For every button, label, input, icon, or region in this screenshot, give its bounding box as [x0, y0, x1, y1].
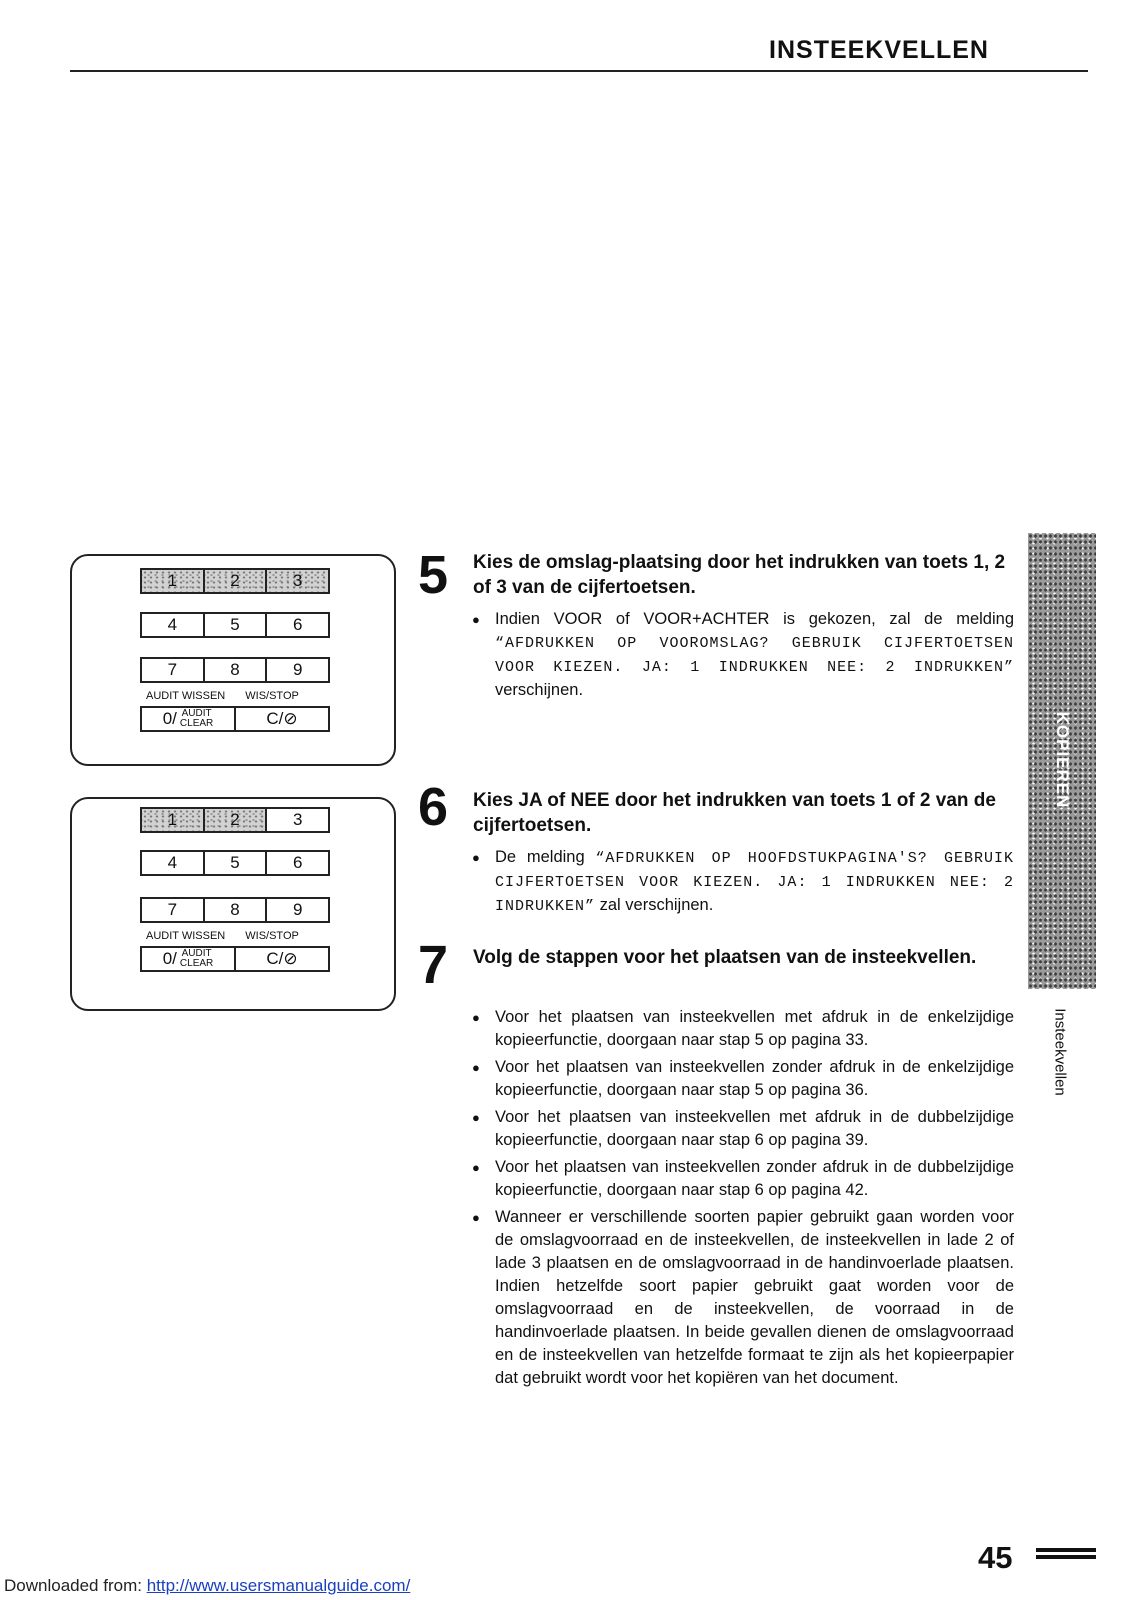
keypad-function-labels [146, 930, 346, 942]
key-1: 1 [142, 570, 205, 592]
keypad-bottom-row [140, 946, 330, 972]
audit-wissen-label: AUDIT WISSEN [146, 690, 226, 702]
keypad-illustration-1 [70, 554, 396, 766]
key-4: 4 [142, 852, 205, 874]
key-5: 5 [205, 614, 268, 636]
keypad-illustration-2 [70, 797, 396, 1011]
key-6: 6 [292, 615, 303, 634]
step-7-bullet: ● Voor het plaatsen van insteekvellen zonder afdruk in de enkelzijdige kopieerfunctie, doorgaan naar stap 5 op pagina 36. [472, 1056, 1014, 1102]
zero-key-label: 0/ [162, 949, 177, 968]
zero-audit-clear-key [142, 948, 236, 970]
page-number-bars [1036, 1548, 1096, 1562]
step-7-bullet: ● Voor het plaatsen van insteekvellen met afdruk in de dubbelzijdige kopieerfunctie, doorgaan naar stap 6 op pagina 39. [472, 1106, 1014, 1152]
display-message: “AFDRUKKEN OP VOOROMSLAG? GEBRUIK CIJFERTOETSEN VOOR KIEZEN. JA: 1 INDRUKKEN NEE: 2 INDRUKKEN” [495, 635, 1014, 676]
key-9: 9 [292, 900, 303, 919]
bullet-text: verschijnen. [495, 681, 584, 699]
step-7-heading: Volg de stappen voor het plaatsen van de insteekvellen. [473, 947, 977, 968]
zero-audit-clear-key [142, 708, 236, 730]
zero-key-label: 0/ [162, 709, 177, 728]
keypad-function-labels [146, 690, 346, 702]
clear-stop-key: C/⊘ [266, 949, 298, 968]
key-2: 2 [205, 809, 268, 831]
footer-prefix: Downloaded from: [4, 1576, 147, 1595]
step-7-bullet: ● Voor het plaatsen van insteekvellen zonder afdruk in de dubbelzijdige kopieerfunctie, doorgaan naar stap 6 op pagina 42. [472, 1156, 1014, 1202]
step-5-bullet [472, 608, 1014, 702]
header-rule [70, 70, 1088, 72]
clear-stop-key: C/⊘ [266, 709, 298, 728]
key-7: 7 [142, 659, 205, 681]
keypad-row [140, 612, 330, 638]
bullet-text: zal verschijnen. [595, 896, 714, 914]
clear-label: CLEAR [179, 718, 214, 729]
step-5-number: 5 [418, 545, 449, 605]
chapter-tab-label: KOPIEREN [1053, 711, 1072, 809]
key-7: 7 [142, 899, 205, 921]
audit-clear-label [180, 949, 213, 969]
bullet-text: De melding [495, 848, 596, 866]
audit-label: AUDIT [181, 948, 212, 959]
key-8: 8 [205, 899, 268, 921]
key-6: 6 [292, 853, 303, 872]
key-2: 2 [205, 570, 268, 592]
audit-clear-label [180, 709, 213, 729]
key-8: 8 [205, 659, 268, 681]
step-7-bullet: ● Wanneer er verschillende soorten papier gebruikt gaan worden voor de omslagvoorraad en de insteekvellen, de insteekvellen in lade 2 of lade 3 plaatsen en de omslagvoorraad in de handinvoerlade plaatsen. Indien hetzelfde soort papier gebruikt gaat worden voor de omslagvoorraad en de insteekvellen, de voorraad in de handinvoerlade plaatsen. In beide gevallen dienen de omslagvoorraad en de insteekvellen van hetzelfde formaat te zijn als het kopieerpapier dat gebruikt wordt voor het kopiëren van het document. [472, 1206, 1014, 1390]
keypad-row [140, 897, 330, 923]
bullet-text: Indien VOOR of VOOR+ACHTER is gekozen, zal de melding [495, 610, 1014, 628]
audit-label: AUDIT [181, 708, 212, 719]
key-1: 1 [142, 809, 205, 831]
key-5: 5 [205, 852, 268, 874]
key-3: 3 [267, 570, 328, 592]
download-footer [4, 1576, 410, 1596]
step-7-bullets [472, 1006, 1014, 1394]
step-5-bullets [472, 608, 1014, 706]
wis-stop-label: WIS/STOP [245, 930, 299, 942]
page-header-title: INSTEEKVELLEN [769, 36, 989, 64]
section-side-label: Insteekvellen [1051, 1008, 1069, 1096]
step-6-number: 6 [418, 777, 449, 837]
keypad-row [140, 807, 330, 833]
footer-link[interactable]: http://www.usersmanualguide.com/ [146, 1576, 411, 1595]
clear-label: CLEAR [179, 958, 214, 969]
page-number: 45 [978, 1540, 1013, 1575]
keypad-row [140, 850, 330, 876]
keypad-row [140, 657, 330, 683]
keypad-bottom-row [140, 706, 330, 732]
key-4: 4 [142, 614, 205, 636]
step-6-heading: Kies JA of NEE door het indrukken van toets 1 of 2 van de cijfertoetsen. [473, 790, 996, 836]
audit-wissen-label: AUDIT WISSEN [146, 930, 226, 942]
wis-stop-label: WIS/STOP [245, 690, 299, 702]
step-6-bullets [472, 846, 1014, 922]
key-9: 9 [292, 660, 303, 679]
step-7-bullet: ● Voor het plaatsen van insteekvellen met afdruk in de enkelzijdige kopieerfunctie, doorgaan naar stap 5 op pagina 33. [472, 1006, 1014, 1052]
step-6-bullet [472, 846, 1014, 918]
step-5-heading: Kies de omslag-plaatsing door het indrukken van toets 1, 2 of 3 van de cijfertoetsen. [473, 552, 1006, 598]
step-7-number: 7 [418, 935, 449, 995]
key-3: 3 [292, 810, 303, 829]
keypad-row [140, 568, 330, 594]
display-message: “AFDRUKKEN OP HOOFDSTUKPAGINA'S? GEBRUIK CIJFERTOETSEN VOOR KIEZEN. JA: 1 INDRUKKEN NEE: 2 INDRUKKEN” [495, 850, 1014, 915]
